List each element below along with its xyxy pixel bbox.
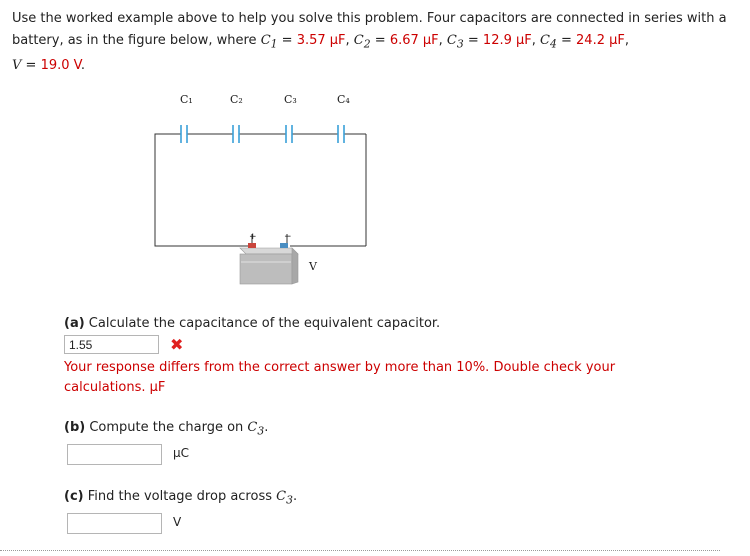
- part-b-text: Compute the charge on: [89, 420, 244, 435]
- c4-value: 24.2 µF: [576, 32, 625, 48]
- label-c1: C₁: [180, 93, 193, 106]
- c2-symbol: $C_2$: [353, 32, 371, 51]
- part-c-question: (c) Find the voltage drop across $C_3$.: [64, 489, 298, 507]
- capacitor-c4: [338, 125, 344, 143]
- label-c4: C₄: [337, 93, 350, 106]
- label-c2: C₂: [230, 93, 243, 106]
- c4-symbol: $C_4$: [540, 32, 557, 51]
- battery-label: V: [309, 260, 317, 273]
- part-b-unit: µC: [173, 446, 190, 460]
- part-a-text: Calculate the capacitance of the equivalent capacitor.: [88, 316, 441, 331]
- part-a-letter: (a): [64, 316, 85, 331]
- part-b-question: (b) Compute the charge on $C_3$.: [64, 420, 269, 438]
- v-symbol: V: [12, 57, 22, 73]
- part-b-var: $C_3$: [247, 420, 265, 438]
- part-c-var: $C_3$: [276, 489, 293, 507]
- circuit-diagram: [140, 86, 380, 296]
- v-value: 19.0 V: [40, 57, 81, 73]
- label-c3: C₃: [284, 93, 297, 106]
- part-b-letter: (b): [64, 420, 86, 435]
- battery-plus: +: [249, 232, 257, 242]
- problem-intro: Use the worked example above to help you solve this problem. Four capacitors are connected in series with a battery, as in the figure below, where: [12, 11, 727, 48]
- part-c-unit: V: [173, 515, 182, 529]
- c2-value: 6.67 µF: [389, 32, 439, 48]
- capacitor-c1: [181, 125, 187, 143]
- capacitor-c2: [233, 125, 239, 143]
- c3-symbol: $C_3$: [446, 32, 464, 51]
- part-c-letter: (c): [64, 489, 84, 504]
- part-c-text: Find the voltage drop across: [87, 489, 272, 504]
- part-a-unit: µF: [149, 380, 166, 395]
- c1-value: 3.57 µF: [296, 32, 346, 48]
- part-a-question: [64, 316, 440, 331]
- battery-minus: −: [284, 232, 292, 242]
- section-divider: [0, 550, 720, 551]
- c3-value: 12.9 µF: [482, 32, 532, 48]
- part-b-answer-input[interactable]: [67, 444, 162, 465]
- part-a-feedback: Your response differs from the correct answer by more than 10%. Double check your calculations. µF: [64, 360, 616, 395]
- battery-icon: [240, 232, 298, 284]
- part-c-answer-input[interactable]: [67, 513, 162, 534]
- problem-statement: Use the worked example above to help you solve this problem. Four capacitors are connected in series with a battery, as in the figure below, where $C_1 = 3.57$ µF, $C_2 = 6.67$ µF, $C_3 = 12.9$ µF, $C_4 = 24.2$ µF, V = 19.0 V.: [12, 11, 727, 73]
- top-wire: [155, 134, 366, 246]
- c1-symbol: $C_1$: [260, 32, 278, 51]
- wrong-answer-icon: ✖: [170, 335, 184, 354]
- capacitor-c3: [286, 125, 292, 143]
- circuit-wire: [155, 134, 244, 246]
- part-a-answer-input[interactable]: 1.55: [64, 335, 159, 354]
